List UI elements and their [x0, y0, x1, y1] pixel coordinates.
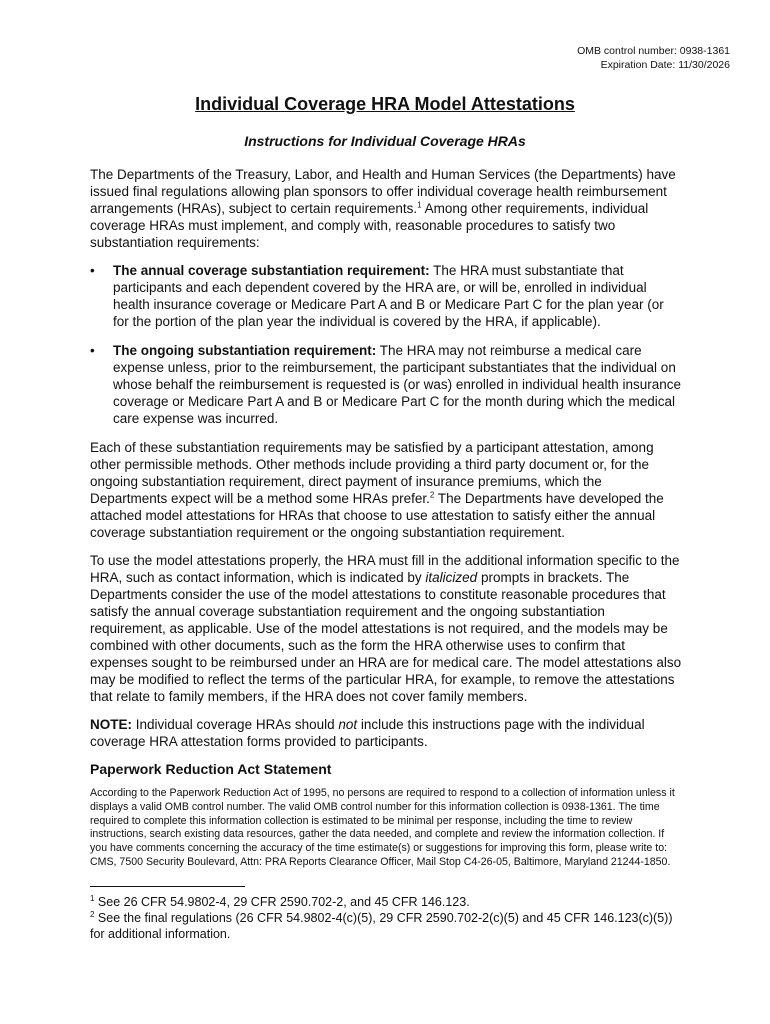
bullet-icon: • — [90, 263, 95, 278]
pra-heading: Paperwork Reduction Act Statement — [90, 761, 332, 777]
footnote-2: $^2$ See the final regulations (26 CFR 54.9802-4(c)(5), 29 CFR 2590.702-2(c)(5) and 45 CFR 146.123(c)(5)) for additional information. — [90, 909, 673, 941]
list-item-ongoing: • The ongoing substantiation requirement: The HRA may not reimburse a medical care expense unless, prior to the reimbursement, the participant substantiates that the individual on whose behalf the reimbursement is requested is (or was) enrolled in individual health insurance coverage or Medicare Part A and B or Medicare Part C for the month during which the medical care expense was incurred. — [90, 343, 682, 426]
omb-control-number: OMB control number: 0938-1361 — [577, 45, 730, 57]
intro-paragraph: The Departments of the Treasury, Labor, and Health and Human Services (the Departments) have issued final regulations allowing plan sponsors to offer individual coverage health reimbursement arrangements (HRAs), subject to certain requirements.$^1$ Among other requirements, individual coverage HRAs must implement, and comply with, reasonable procedures to satisfy two substantiation requirements: — [90, 167, 676, 250]
expiration-date: Expiration Date: 11/30/2026 — [600, 59, 730, 71]
footnote-divider — [90, 886, 245, 887]
omb-header — [577, 44, 730, 72]
note-paragraph: NOTE: Individual coverage HRAs should not include this instructions page with the individual coverage HRA attestation forms provided to participants. — [90, 717, 645, 749]
methods-paragraph: Each of these substantiation requirements may be satisfied by a participant attestation, among other permissible methods. Other methods include providing a third party document or, for the ongoing substantiation requirement, direct payment of insurance premiums, which the Departments expect will be a method some HRAs prefer.$^2$ The Departments have developed the attached model attestations for HRAs that choose to use attestation to satisfy either the annual coverage substantiation requirement or the ongoing substantiation requirement. — [90, 440, 664, 540]
footnote-ref-2: 2 — [429, 490, 435, 500]
bullet-label: The annual coverage substantiation requirement: — [113, 263, 430, 278]
bullet-icon: • — [90, 343, 95, 358]
document-body — [90, 166, 682, 942]
list-item-annual: • The annual coverage substantiation requirement: The HRA must substantiate that participants and each dependent covered by the HRA are, or will be, enrolled in individual health insurance coverage or Medicare Part A and B or Medicare Part C for the plan year (or for the portion of the plan year the individual is covered by the HRA, if applicable). — [90, 263, 664, 329]
requirements-list — [90, 262, 682, 427]
usage-paragraph: To use the model attestations properly, the HRA must fill in the additional information specific to the HRA, such as contact information, which is indicated by italicized prompts in brackets. The Departments consider the use of the model attestations to constitute reasonable procedures that satisfy the annual coverage substantiation requirement and the ongoing substantiation requirement, as applicable. Use of the model attestations is not required, and the models may be combined with other documents, such as the form the HRA otherwise uses to confirm that expenses sought to be reimbursed under an HRA are for medical care. The model attestations also may be modified to reflect the terms of the particular HRA, for example, to remove the attestations that relate to family members, if the HRA does not cover family members. — [90, 553, 682, 704]
page-subtitle: Instructions for Individual Coverage HRAs — [244, 133, 526, 149]
pra-statement: According to the Paperwork Reduction Act of 1995, no persons are required to respond to a collection of information unless it displays a valid OMB control number. The valid OMB control number for this information collection is 0938-1361. The time required to complete this information collection is estimated to be minimal per response, including the time to review instructions, search existing data resources, gather the data needed, and complete and review the information collection. If you have comments concerning the accuracy of the time estimate(s) or suggestions for improving this form, please write to: CMS, 7500 Security Boulevard, Attn: PRA Reports Clearance Officer, Mail Stop C4-26-05, Baltimore, Maryland 21244-1850. — [90, 787, 675, 868]
footnote-1: $^1$ See 26 CFR 54.9802-4, 29 CFR 2590.702-2, and 45 CFR 146.123. — [90, 893, 470, 909]
bullet-label: The ongoing substantiation requirement: — [113, 343, 377, 358]
footnote-ref-1: 1 — [417, 200, 422, 210]
page-title: Individual Coverage HRA Model Attestations — [195, 94, 575, 114]
note-label: NOTE: — [90, 717, 132, 732]
